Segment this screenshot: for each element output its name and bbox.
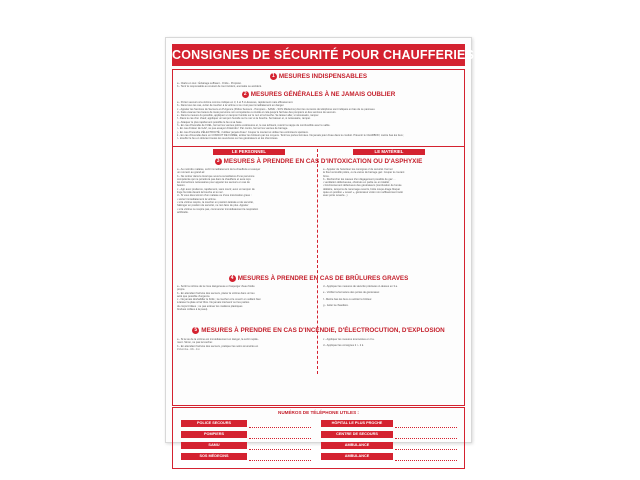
- section-4-materiel-text: [323, 285, 460, 307]
- phone-field: [395, 453, 457, 461]
- section-2-title: MESURES GÉNÉRALES À NE JAMAIS OUBLIER: [250, 91, 396, 99]
- section-5-heading: [173, 327, 464, 334]
- text-line: b - Ne rentrer dans le local que sous la surveillance d'une personne: [177, 174, 255, 178]
- phone-field: [395, 420, 457, 428]
- text-line: artificielle.: [177, 210, 189, 214]
- text-line: force.: [323, 174, 330, 178]
- text-line: c - Appeler les Services de Secours et d'Urgence (Police Secours - Pompiers - SAMU - SOS Médecins) dont les numéros de téléphone sont indiqués en bas de ce panneau.: [177, 107, 376, 111]
- text-line: c - Agir avec prudence, rapidement, sans courir, avec un tampon de: [177, 187, 255, 191]
- text-line: k - En cas d'incendie dans un CONDUIT DE FUMÉE, arrêter les brûleurs par les moyens. Tenir les portes fermées. Ne jamais jeter d'eau dans le conduit. Prévenir le CHARBON; mettre bas les feux ;: [177, 133, 405, 137]
- text-line: g - Isoler la chaudière.: [323, 303, 349, 307]
- phone-label-ambulance: AMBULANCE: [321, 442, 393, 449]
- section-5-number: 5: [192, 327, 199, 334]
- section-1-number: 1: [270, 73, 277, 80]
- text-line: a - Sortir la victime de la zone dangereuse et l'asperger d'eau froide: [177, 285, 255, 288]
- section-3-heading: [173, 158, 464, 165]
- phone-field: [395, 431, 457, 439]
- text-line: ment. Sinon, ne pas la toucher.: [177, 341, 213, 345]
- text-line: a - Appeler de l'extérieur les consignes 2 de sécurité. Fermer: [323, 168, 393, 171]
- text-line: d - Appliquer les mesures de sécurité précisées ci-dessus en 3 a.: [323, 285, 398, 288]
- text-line: d - Faire évacuer les locaux de toute personne non compétente ou inutile et cela jusqu'à l'arrivée des pompiers et des services de secours.: [177, 110, 337, 114]
- section-2-heading: [173, 91, 464, 98]
- section-3-title: MESURES À PRENDRE EN CAS D'INTOXICATION OU D'ASPHYXIE: [223, 158, 423, 166]
- instructions-frame: [172, 69, 465, 406]
- phone-field: [249, 453, 311, 461]
- phone-numbers-box: [172, 407, 465, 469]
- section-4-number: 4: [229, 275, 236, 282]
- section-3-number: 3: [215, 158, 222, 165]
- phone-field: [249, 420, 311, 428]
- text-line: délétère, tampons de ramonage ouverts, boîte coupe-tirage bloqué: [323, 187, 400, 191]
- text-line: • sortez immédiatement la victime.: [177, 197, 217, 201]
- text-line: 3 d et 4 a - 4 b - 4 c.: [177, 347, 201, 351]
- section-1-text: [177, 82, 460, 89]
- text-line: j - En cas d'incendie d'ÉLECTRICITÉ, n'utiliser jamais d'eau ! Couper le courant et utiliser les extincteurs spéciaux.: [177, 130, 309, 134]
- divider: [173, 146, 464, 147]
- text-line: b - En attendant l'arrivée des secours, placer la victime dans un lieu: [177, 291, 255, 295]
- text-line: e - Vérifier la fermeture des portes de générateur.: [323, 291, 380, 295]
- text-line: h - En cas d'incendie de FUEL, fermer les vannes police extérieures et, le cas échéant, retenir la nappe de combustible avec le sable.: [177, 124, 331, 128]
- column-divider: [317, 149, 318, 374]
- phone-label-ambulance-2: AMBULANCE: [321, 453, 393, 460]
- text-line: b - En attendant l'arrivée des secours, pratiquer les soins énumérés en: [177, 344, 259, 348]
- phone-label-police: POLICE SECOURS: [181, 420, 247, 427]
- phone-field: [249, 431, 311, 439]
- text-line: f - Mettre bas les feux ou arrêter le brûleur.: [323, 297, 373, 301]
- text-line: • fonctionnement défectueux des générateurs (combustion de fumée: [323, 184, 402, 188]
- phone-label-sos-medecins: SOS MÉDECINS: [181, 453, 247, 460]
- text-line: c - Ne jamais déshabiller le brûlé ; la coucher et le couvrir en veillant bien: [177, 298, 261, 302]
- section-3-personnel-text: [177, 168, 313, 214]
- phone-label-samu: SAMU: [181, 442, 247, 449]
- phone-field: [249, 442, 311, 450]
- text-line: à laisser la plaie à l'air libre. Ne jamais intervenir sur les parties: [177, 301, 250, 305]
- phone-field: [395, 442, 457, 450]
- safety-poster: [165, 37, 475, 458]
- text-line: a - Au moindre malaise, sortir immédiatement de la chaufferie et essayer: [177, 168, 261, 171]
- text-line: propre.: [177, 288, 186, 292]
- text-line: b - Dans tous les cas, éviter de toucher à la victime si ce n'est pas immédiatement en danger.: [177, 104, 285, 108]
- text-line: f - Dans le cas d'un chauf, appliquer un tampon humide sur le nez et la bouche. Se baisser et, si nécessaire, ramper.: [177, 117, 311, 121]
- column-header-personnel: LE PERSONNEL: [213, 149, 285, 155]
- text-line: • ventilation défectueuse, obstrués en partie ou en totalité ;: [323, 181, 391, 185]
- text-line: l - étouffer le feu en obturant toutes les ouvertures sur les générateurs et les cheminées.: [177, 137, 279, 141]
- text-line: b - Rechercher les causes d'un dégagement possible de gaz ...: [323, 177, 396, 181]
- column-header-materiel: LE MATÉRIEL: [353, 149, 425, 155]
- phone-label-pompiers: POMPIERS: [181, 431, 247, 438]
- text-line: aéré que possible d'urgence.: [177, 294, 211, 298]
- section-5-personnel-text: [177, 338, 313, 351]
- text-line: a - Porter secours à la victime comme indiqué en 3, 4 et 5 ci-dessous, rapidement mais efficacement.: [177, 101, 294, 104]
- text-line: un moment au grand air.: [177, 171, 206, 175]
- text-line: c - Appliquer les mesures énumérées en 3 a.: [323, 338, 375, 341]
- text-line: l'allonger en position de sécurité, ne rien faire de plus. Appeler: [177, 204, 249, 208]
- text-line: besoin.: [177, 184, 186, 188]
- phone-numbers-title: NUMÉROS DE TÉLÉPHONE UTILES :: [278, 410, 359, 415]
- text-line: a - Si la vie de la victime est immédiatement en danger, la sortir rapide-: [177, 338, 259, 341]
- text-line: compétente qui ne pénètrera pas dans la chaufferie et aura reçu: [177, 177, 251, 181]
- text-line: d - Si vous êtes témoin d'un malaise ou d'une intoxication grave :: [177, 194, 252, 198]
- text-line: g - Attaquer le plus rapidement possible le feu à sa base.: [177, 120, 243, 124]
- section-2-number: 2: [242, 91, 249, 98]
- section-4-personnel-text: [177, 285, 313, 311]
- text-line: du corps brûlées ; ne pas enlever les matières plastiques: [177, 304, 243, 308]
- text-line: fondues collées à la peau).: [177, 308, 209, 312]
- section-3-materiel-text: [323, 168, 460, 198]
- text-line: a - Clarté en tout : Éclairage suffisant - Ordre - Propreté.: [177, 82, 242, 85]
- text-line: • si la victime ne respire pas, commencer immédiatement la respiration: [177, 207, 259, 211]
- text-line: linge humide devant la bouche et le nez.: [177, 191, 224, 195]
- text-line: quée en position « ouvert », générateur voisin non suffisamment isolé: [323, 191, 403, 195]
- text-line: les instructions nécessaires pour appeler les secours en cas de: [177, 181, 250, 185]
- text-line: b - Tenir le responsable au courant de tout incident, anomalie ou accident.: [177, 85, 262, 89]
- phone-label-centre-secours: CENTRE DE SECOURS: [321, 431, 393, 438]
- section-1-title: MESURES INDISPENSABLES: [278, 73, 368, 81]
- phone-label-hopital: HÔPITAL LE PLUS PROCHE: [321, 420, 393, 427]
- section-2-text: [177, 101, 460, 141]
- section-5-title: MESURES À PRENDRE EN CAS D'INCENDIE, D'ÉLECTROCUTION, D'EXPLOSION: [201, 327, 445, 335]
- text-line: e - Dans la mesure du possible, appliquer un tampon humide sur le nez et la bouche. Se laisser aller, si nécessaire, ramper.: [177, 114, 320, 118]
- text-line: • si la victime respire, la coucher en position latérale et de sécurité,: [177, 200, 254, 204]
- text-line: avec porte ouverte...): [323, 194, 348, 198]
- poster-title: CONSIGNES DE SÉCURITÉ POUR CHAUFFERIES: [172, 44, 465, 66]
- text-line: le fioul verrouillé police, ou la vanne de barrage gaz. Couper le courant: [323, 171, 405, 175]
- section-4-heading: [173, 275, 464, 282]
- section-1-heading: [173, 73, 464, 80]
- section-5-materiel-text: [323, 338, 460, 348]
- text-line: i - En cas d'odeur de GAZ, ne pas essayer d'éteindre ! Par contre, fermer les vannes de barrage.: [177, 127, 288, 131]
- section-4-title: MESURES À PRENDRE EN CAS DE BRÛLURES GRAVES: [237, 275, 409, 283]
- text-line: d - Appliquer les consignes 2 i - 2 k.: [323, 344, 364, 348]
